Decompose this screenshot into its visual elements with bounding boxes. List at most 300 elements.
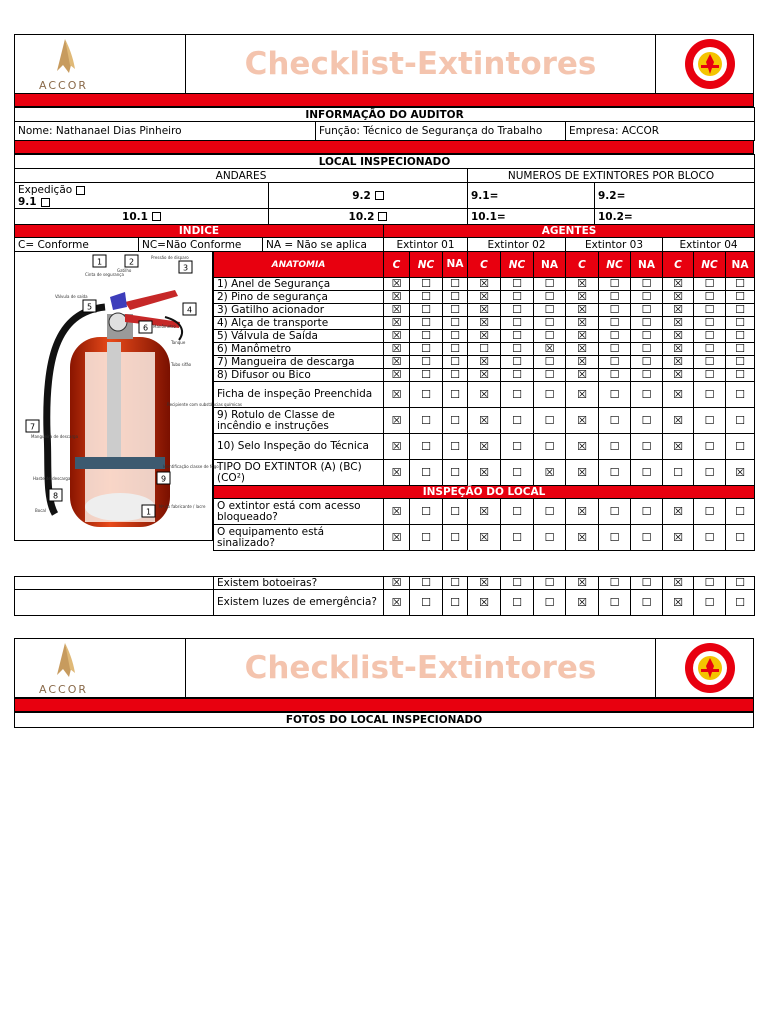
checkbox-ext4-nc[interactable]: ☐ xyxy=(694,291,726,304)
inspecao_local-label: O equipamento está sinalizado? xyxy=(214,525,384,551)
num-9-1[interactable]: 9.1= xyxy=(468,183,595,209)
checkbox-ext3-c[interactable]: ☒ xyxy=(566,369,599,382)
andar-9-2-label: 9.2 xyxy=(352,189,371,202)
checkbox-ext1-na[interactable]: ☐ xyxy=(443,317,468,330)
extra-table xyxy=(14,576,755,616)
checkbox-ext2-nc[interactable]: ☐ xyxy=(501,330,534,343)
andar-expedicao-cell xyxy=(15,183,269,209)
checkbox-ext2-na[interactable]: ☐ xyxy=(534,317,566,330)
anatomia-row xyxy=(214,317,755,330)
checkbox-ext3-c[interactable]: ☒ xyxy=(566,499,599,525)
checkbox-ext1-nc[interactable]: ☐ xyxy=(410,499,443,525)
checkbox-ext2-na[interactable]: ☐ xyxy=(534,577,566,590)
checkbox-ext3-nc[interactable]: ☐ xyxy=(599,577,631,590)
checkbox-ext1-nc[interactable]: ☐ xyxy=(410,382,443,408)
checkbox-ext4-c[interactable]: ☒ xyxy=(663,369,694,382)
checkbox-ext2-na[interactable]: ☐ xyxy=(534,356,566,369)
checkbox-ext4-nc[interactable]: ☐ xyxy=(694,590,726,616)
accor-brand: ACCOR xyxy=(39,79,88,92)
label-gatilho: Gatilho xyxy=(117,268,132,273)
extra-label: Existem botoeiras? xyxy=(214,577,384,590)
checkbox-ext3-na[interactable]: ☐ xyxy=(631,577,663,590)
checkbox-ext3-nc[interactable]: ☐ xyxy=(599,590,631,616)
checkbox-ext2-c[interactable]: ☒ xyxy=(468,356,501,369)
anatomia-row xyxy=(214,382,755,408)
checkbox-ext3-na[interactable]: ☐ xyxy=(631,343,663,356)
checkbox-ext1-na[interactable]: ☐ xyxy=(443,369,468,382)
checkbox-ext3-nc[interactable]: ☐ xyxy=(599,356,631,369)
checkbox-ext4-na[interactable]: ☐ xyxy=(726,590,755,616)
col-nc: NC xyxy=(410,252,443,278)
checkbox-ext2-nc[interactable]: ☐ xyxy=(501,434,534,460)
anatomia-label: Ficha de inspeção Preenchida xyxy=(214,382,384,408)
anatomia-row xyxy=(214,278,755,291)
anatomia-label: 1) Anel de Segurança xyxy=(214,278,384,291)
checkbox-ext1-c[interactable]: ☒ xyxy=(384,460,410,486)
checkbox-ext3-nc[interactable]: ☐ xyxy=(599,460,631,486)
checkbox-ext3-c[interactable]: ☒ xyxy=(566,343,599,356)
checkbox-ext3-nc[interactable]: ☐ xyxy=(599,369,631,382)
checkbox-ext3-c[interactable]: ☒ xyxy=(566,577,599,590)
callout-5: 5 xyxy=(86,302,93,312)
callout-9: 9 xyxy=(160,474,167,484)
auditor-funcao[interactable]: Função: Técnico de Segurança do Trabalho xyxy=(316,122,566,141)
checkbox-ext1-c[interactable]: ☒ xyxy=(384,499,410,525)
checkbox-ext2-nc[interactable]: ☐ xyxy=(501,278,534,291)
checkbox-ext4-c[interactable]: ☒ xyxy=(663,408,694,434)
checkbox-ext1-c[interactable]: ☒ xyxy=(384,278,410,291)
checkbox-ext4-nc[interactable]: ☐ xyxy=(694,343,726,356)
andar-10-1-cell xyxy=(15,209,269,225)
extintor-04-header: Extintor 04 xyxy=(663,238,755,252)
checkbox-ext1-nc[interactable]: ☐ xyxy=(410,369,443,382)
checkbox-ext4-nc[interactable]: ☐ xyxy=(694,577,726,590)
checkbox-ext2-na[interactable]: ☐ xyxy=(534,304,566,317)
anatomia-label: 8) Difusor ou Bico xyxy=(214,369,384,382)
anatomia-row xyxy=(214,460,755,486)
checkbox-ext3-c[interactable]: ☒ xyxy=(566,278,599,291)
checkbox-ext1-nc[interactable]: ☐ xyxy=(410,356,443,369)
anatomia-row xyxy=(214,356,755,369)
checkbox-ext3-na[interactable]: ☐ xyxy=(631,525,663,551)
checkbox-ext2-c[interactable]: ☒ xyxy=(468,499,501,525)
col-c: C xyxy=(663,252,694,278)
label-haste: Haste de descarga xyxy=(33,476,71,481)
auditor-nome[interactable]: Nome: Nathanael Dias Pinheiro xyxy=(15,122,316,141)
label-tubo: Tubo sifão xyxy=(171,362,192,367)
checkbox-ext3-na[interactable]: ☐ xyxy=(631,369,663,382)
checkbox-ext4-c[interactable]: ☒ xyxy=(663,304,694,317)
checkbox-ext2-nc[interactable]: ☐ xyxy=(501,460,534,486)
checkbox-ext2-c[interactable]: ☒ xyxy=(468,460,501,486)
anatomia-header-row xyxy=(214,252,755,278)
checkbox-ext1-nc[interactable]: ☐ xyxy=(410,291,443,304)
checkbox-ext1-nc[interactable]: ☐ xyxy=(410,408,443,434)
numeros-header: NUMEROS DE EXTINTORES POR BLOCO xyxy=(468,169,755,183)
checkbox-ext2-c[interactable]: ☒ xyxy=(468,434,501,460)
checkbox-ext4-nc[interactable]: ☐ xyxy=(694,369,726,382)
anatomia-label: 9) Rotulo de Classe de incêndio e instruções xyxy=(214,408,384,434)
accor-logo xyxy=(15,35,186,93)
checkbox-ext4-c[interactable]: ☒ xyxy=(663,590,694,616)
checkbox-ext3-na[interactable]: ☐ xyxy=(631,408,663,434)
checkbox-ext3-nc[interactable]: ☐ xyxy=(599,499,631,525)
checkbox-ext1-na[interactable]: ☐ xyxy=(443,291,468,304)
checkbox-ext2-na[interactable]: ☐ xyxy=(534,525,566,551)
checkbox-ext2-nc[interactable]: ☐ xyxy=(501,291,534,304)
checkbox-ext1-na[interactable]: ☐ xyxy=(443,434,468,460)
anatomia-row xyxy=(214,291,755,304)
checkbox-ext3-na[interactable]: ☐ xyxy=(631,356,663,369)
checkbox-ext3-nc[interactable]: ☐ xyxy=(599,330,631,343)
checkbox-ext2-na[interactable]: ☐ xyxy=(534,291,566,304)
checkbox-ext2-nc[interactable]: ☐ xyxy=(501,408,534,434)
extra-label: Existem luzes de emergência? xyxy=(214,590,384,616)
legend-c: C= Conforme xyxy=(15,238,139,252)
checkbox-ext3-na[interactable]: ☐ xyxy=(631,304,663,317)
checkbox-ext3-c[interactable]: ☒ xyxy=(566,317,599,330)
inspecao_local-row xyxy=(214,525,755,551)
checkbox-ext3-c[interactable]: ☒ xyxy=(566,590,599,616)
label-mangueira: Mangueira de descarga xyxy=(31,434,79,439)
callout-8: 8 xyxy=(52,491,59,501)
andar-9-2-cell xyxy=(269,183,468,209)
checkbox-ext4-na[interactable]: ☐ xyxy=(726,382,755,408)
andar-10-2-cell xyxy=(269,209,468,225)
legend-nc: NC=Não Conforme xyxy=(139,238,263,252)
local-table xyxy=(14,154,755,225)
checkbox-ext3-nc[interactable]: ☐ xyxy=(599,382,631,408)
inspecao-header-row xyxy=(214,486,755,499)
checkbox-ext1-na[interactable]: ☐ xyxy=(443,382,468,408)
callout-1: 1 xyxy=(96,257,103,267)
checkbox-ext4-nc[interactable]: ☐ xyxy=(694,460,726,486)
checkbox-ext4-nc[interactable]: ☐ xyxy=(694,330,726,343)
checkbox-ext1-c[interactable]: ☒ xyxy=(384,304,410,317)
checkbox-ext2-nc[interactable]: ☐ xyxy=(501,499,534,525)
checkbox-ext2-nc[interactable]: ☐ xyxy=(501,369,534,382)
checkbox-ext4-na[interactable]: ☒ xyxy=(726,460,755,486)
indice-header: INDICE xyxy=(15,225,384,238)
checkbox-ext4-na[interactable]: ☐ xyxy=(726,317,755,330)
label-bocal: Bocal xyxy=(35,508,46,513)
checkbox-ext1-na[interactable]: ☐ xyxy=(443,278,468,291)
auditor-title: INFORMAÇÃO DO AUDITOR xyxy=(15,108,755,122)
checkbox-ext3-c[interactable]: ☒ xyxy=(566,304,599,317)
checkbox-ext4-nc[interactable]: ☐ xyxy=(694,499,726,525)
checkbox-ext3-nc[interactable]: ☐ xyxy=(599,343,631,356)
checkbox-ext2-c[interactable]: ☒ xyxy=(468,382,501,408)
checkbox-ext2-nc[interactable]: ☐ xyxy=(501,317,534,330)
checkbox-ext1-c[interactable]: ☒ xyxy=(384,590,410,616)
checkbox-ext4-c[interactable]: ☒ xyxy=(663,499,694,525)
checkbox-ext4-c[interactable]: ☒ xyxy=(663,291,694,304)
checkbox-ext1-c[interactable]: ☒ xyxy=(384,525,410,551)
label-manometro: Manômetro xyxy=(153,324,176,329)
checkbox-ext2-na[interactable]: ☐ xyxy=(534,590,566,616)
checkbox-ext1-na[interactable]: ☐ xyxy=(443,525,468,551)
checkbox-ext4-na[interactable]: ☐ xyxy=(726,330,755,343)
checkbox-ext2-c[interactable]: ☒ xyxy=(468,291,501,304)
anatomia-row xyxy=(214,369,755,382)
andar-9-1-label: 9.1 xyxy=(18,196,37,208)
checkbox-ext1-na[interactable]: ☐ xyxy=(443,343,468,356)
anatomia-label: 3) Gatilho acionador xyxy=(214,304,384,317)
anatomia-row xyxy=(214,304,755,317)
checkbox-ext2-na[interactable]: ☐ xyxy=(534,434,566,460)
inspecao_local-label: O extintor está com acesso bloqueado? xyxy=(214,499,384,525)
checkbox-ext1-nc[interactable]: ☐ xyxy=(410,330,443,343)
checkbox-ext1-na[interactable]: ☐ xyxy=(443,408,468,434)
checkbox-ext3-na[interactable]: ☐ xyxy=(631,291,663,304)
expedicao-label: Expedição xyxy=(18,184,73,196)
checkbox-ext4-na[interactable]: ☐ xyxy=(726,408,755,434)
red-divider xyxy=(14,698,754,712)
callout-3: 3 xyxy=(182,263,189,273)
anatomia-row xyxy=(214,434,755,460)
col-nc: NC xyxy=(501,252,534,278)
num-10-1[interactable]: 10.1= xyxy=(468,209,595,225)
checkbox-ext1-c[interactable]: ☒ xyxy=(384,291,410,304)
checkbox-ext2-c[interactable]: ☒ xyxy=(468,304,501,317)
checkbox-ext2-c[interactable]: ☒ xyxy=(468,408,501,434)
checkbox-ext3-na[interactable]: ☐ xyxy=(631,434,663,460)
checkbox-ext4-na[interactable]: ☐ xyxy=(726,369,755,382)
checkbox-ext4-na[interactable]: ☐ xyxy=(726,304,755,317)
checkbox-ext2-na[interactable]: ☐ xyxy=(534,369,566,382)
checkbox-ext2-nc[interactable]: ☐ xyxy=(501,590,534,616)
label-identificacao: Identificação classe de fogo xyxy=(163,464,219,469)
accor-logo xyxy=(15,639,186,697)
checkbox-ext2-na[interactable]: ☐ xyxy=(534,382,566,408)
checkbox-ext4-c[interactable]: ☒ xyxy=(663,577,694,590)
auditor-empresa[interactable]: Empresa: ACCOR xyxy=(566,122,755,141)
legend-table xyxy=(14,224,755,252)
checkbox-ext1-na[interactable]: ☐ xyxy=(443,304,468,317)
checkbox-ext3-c[interactable]: ☒ xyxy=(566,382,599,408)
checkbox-ext1-na[interactable]: ☐ xyxy=(443,330,468,343)
checkbox-ext4-nc[interactable]: ☐ xyxy=(694,304,726,317)
fire-extinguisher-icon xyxy=(15,252,242,542)
checkbox-ext3-nc[interactable]: ☐ xyxy=(599,408,631,434)
checkbox-ext4-na[interactable]: ☐ xyxy=(726,434,755,460)
checkbox-ext3-na[interactable]: ☐ xyxy=(631,460,663,486)
checkbox-ext2-c[interactable]: ☐ xyxy=(468,343,501,356)
checkbox-ext3-c[interactable]: ☒ xyxy=(566,330,599,343)
brigada-badge-icon xyxy=(656,35,754,93)
extra-row xyxy=(15,590,755,616)
checkbox-ext4-nc[interactable]: ☐ xyxy=(694,317,726,330)
extinguisher-diagram xyxy=(14,251,242,541)
checkbox-ext1-nc[interactable]: ☐ xyxy=(410,434,443,460)
checkbox-ext3-c[interactable]: ☒ xyxy=(566,356,599,369)
checkbox-ext4-c[interactable]: ☒ xyxy=(663,525,694,551)
checkbox-ext4-na[interactable]: ☐ xyxy=(726,343,755,356)
callout-2: 2 xyxy=(128,257,135,267)
checkbox-ext3-c[interactable]: ☒ xyxy=(566,291,599,304)
col-na: NA xyxy=(443,252,468,278)
checkbox-ext4-nc[interactable]: ☐ xyxy=(694,408,726,434)
checkbox-ext3-nc[interactable]: ☐ xyxy=(599,525,631,551)
checkbox-ext1-c[interactable]: ☒ xyxy=(384,343,410,356)
checkbox-ext1-c[interactable]: ☒ xyxy=(384,577,410,590)
photos-title: FOTOS DO LOCAL INSPECIONADO xyxy=(14,712,754,728)
checkbox-ext3-na[interactable]: ☐ xyxy=(631,330,663,343)
checkbox-ext2-na[interactable]: ☐ xyxy=(534,499,566,525)
checkbox-ext4-nc[interactable]: ☐ xyxy=(694,382,726,408)
checkbox-ext1-nc[interactable]: ☐ xyxy=(410,317,443,330)
page-title: Checklist-Extintores xyxy=(244,46,597,82)
checkbox-ext3-na[interactable]: ☐ xyxy=(631,317,663,330)
checkbox-ext3-c[interactable]: ☒ xyxy=(566,434,599,460)
checkbox-ext3-c[interactable]: ☒ xyxy=(566,460,599,486)
checkbox-ext3-na[interactable]: ☐ xyxy=(631,382,663,408)
checkbox-ext2-nc[interactable]: ☐ xyxy=(501,304,534,317)
checkbox-ext1-na[interactable]: ☐ xyxy=(443,577,468,590)
checkbox-ext1-nc[interactable]: ☐ xyxy=(410,590,443,616)
checkbox-ext2-c[interactable]: ☒ xyxy=(468,577,501,590)
red-divider xyxy=(14,140,754,154)
label-valvula: Válvula de saída xyxy=(55,294,88,299)
extintor-02-header: Extintor 02 xyxy=(468,238,566,252)
anatomia-label: 7) Mangueira de descarga xyxy=(214,356,384,369)
header xyxy=(14,34,754,94)
checkbox-ext1-c[interactable]: ☒ xyxy=(384,369,410,382)
anatomia-row xyxy=(214,330,755,343)
andar-9-1-checkbox[interactable] xyxy=(41,198,50,207)
checkbox-ext4-c[interactable]: ☒ xyxy=(663,434,694,460)
checkbox-ext1-na[interactable]: ☐ xyxy=(443,590,468,616)
label-recipiente: Recipiente com substâncias químicas xyxy=(167,402,242,407)
expedicao-checkbox[interactable] xyxy=(76,186,85,195)
anatomia-label: 6) Manômetro xyxy=(214,343,384,356)
checkbox-ext3-nc[interactable]: ☐ xyxy=(599,278,631,291)
checkbox-ext4-na[interactable]: ☐ xyxy=(726,577,755,590)
andar-10-1-checkbox[interactable] xyxy=(152,212,161,221)
callout-7: 7 xyxy=(29,422,36,432)
checkbox-ext1-nc[interactable]: ☐ xyxy=(410,577,443,590)
extintor-03-header: Extintor 03 xyxy=(566,238,663,252)
checkbox-ext3-nc[interactable]: ☐ xyxy=(599,434,631,460)
andar-10-2-checkbox[interactable] xyxy=(378,212,387,221)
checkbox-ext4-c[interactable]: ☒ xyxy=(663,278,694,291)
red-divider xyxy=(14,93,754,107)
checkbox-ext4-na[interactable]: ☐ xyxy=(726,291,755,304)
checkbox-ext1-na[interactable]: ☐ xyxy=(443,356,468,369)
checkbox-ext2-nc[interactable]: ☐ xyxy=(501,356,534,369)
checkbox-ext1-nc[interactable]: ☐ xyxy=(410,525,443,551)
checkbox-ext2-na[interactable]: ☒ xyxy=(534,343,566,356)
checkbox-ext4-c[interactable]: ☒ xyxy=(663,317,694,330)
checkbox-ext4-nc[interactable]: ☐ xyxy=(694,525,726,551)
checkbox-ext4-na[interactable]: ☐ xyxy=(726,356,755,369)
checkbox-ext2-na[interactable]: ☒ xyxy=(534,460,566,486)
andares-header: ANDARES xyxy=(15,169,468,183)
label-tanque: Tanque xyxy=(171,340,186,345)
checkbox-ext3-na[interactable]: ☐ xyxy=(631,499,663,525)
checkbox-ext1-c[interactable]: ☒ xyxy=(384,434,410,460)
checkbox-ext4-c[interactable]: ☒ xyxy=(663,343,694,356)
checkbox-ext4-na[interactable]: ☐ xyxy=(726,525,755,551)
checkbox-ext1-c[interactable]: ☒ xyxy=(384,408,410,434)
checkbox-ext2-c[interactable]: ☒ xyxy=(468,369,501,382)
checkbox-ext4-c[interactable]: ☒ xyxy=(663,356,694,369)
checkbox-ext1-c[interactable]: ☒ xyxy=(384,356,410,369)
checkbox-ext1-c[interactable]: ☒ xyxy=(384,317,410,330)
checkbox-ext2-nc[interactable]: ☐ xyxy=(501,343,534,356)
checkbox-ext2-na[interactable]: ☐ xyxy=(534,330,566,343)
anatomia-label: 2) Pino de segurança xyxy=(214,291,384,304)
checkbox-ext3-nc[interactable]: ☐ xyxy=(599,291,631,304)
checkbox-ext1-nc[interactable]: ☐ xyxy=(410,278,443,291)
num-10-2[interactable]: 10.2= xyxy=(595,209,755,225)
col-na: NA xyxy=(631,252,663,278)
checkbox-ext2-c[interactable]: ☒ xyxy=(468,317,501,330)
checkbox-ext4-na[interactable]: ☐ xyxy=(726,499,755,525)
checkbox-ext3-c[interactable]: ☒ xyxy=(566,525,599,551)
checkbox-ext4-nc[interactable]: ☐ xyxy=(694,356,726,369)
inspecao_local-row xyxy=(214,499,755,525)
checkbox-ext2-nc[interactable]: ☐ xyxy=(501,525,534,551)
andar-9-2-checkbox[interactable] xyxy=(375,191,384,200)
checkbox-ext1-c[interactable]: ☒ xyxy=(384,330,410,343)
checkbox-ext2-c[interactable]: ☒ xyxy=(468,330,501,343)
checkbox-ext4-nc[interactable]: ☐ xyxy=(694,434,726,460)
checkbox-ext3-c[interactable]: ☒ xyxy=(566,408,599,434)
andar-10-2-label: 10.2 xyxy=(348,210,375,223)
anatomia-row xyxy=(214,343,755,356)
checkbox-ext3-na[interactable]: ☐ xyxy=(631,278,663,291)
checkbox-ext3-nc[interactable]: ☐ xyxy=(599,304,631,317)
checkbox-ext1-c[interactable]: ☒ xyxy=(384,382,410,408)
checkbox-ext2-c[interactable]: ☒ xyxy=(468,278,501,291)
checkbox-ext4-c[interactable]: ☐ xyxy=(663,460,694,486)
anatomia-header: ANATOMIA xyxy=(214,252,384,278)
checkbox-ext4-c[interactable]: ☒ xyxy=(663,382,694,408)
checkbox-ext1-na[interactable]: ☐ xyxy=(443,499,468,525)
local-title: LOCAL INSPECIONADO xyxy=(15,155,755,169)
checkbox-ext1-nc[interactable]: ☐ xyxy=(410,304,443,317)
checkbox-ext4-nc[interactable]: ☐ xyxy=(694,278,726,291)
checkbox-ext2-nc[interactable]: ☐ xyxy=(501,382,534,408)
checkbox-ext1-nc[interactable]: ☐ xyxy=(410,460,443,486)
extra-row xyxy=(15,577,755,590)
blank-cell xyxy=(15,577,214,590)
extintor-01-header: Extintor 01 xyxy=(384,238,468,252)
checkbox-ext2-na[interactable]: ☐ xyxy=(534,408,566,434)
callout-1b: 1 xyxy=(145,507,152,517)
checkbox-ext2-c[interactable]: ☒ xyxy=(468,525,501,551)
checkbox-ext2-nc[interactable]: ☐ xyxy=(501,577,534,590)
checkbox-ext2-na[interactable]: ☐ xyxy=(534,278,566,291)
checkbox-ext3-na[interactable]: ☐ xyxy=(631,590,663,616)
label-fabricante: Nº do fabricante / lacre xyxy=(159,504,206,509)
anatomia-row xyxy=(214,408,755,434)
anatomia-label: 10) Selo Inspeção do Técnica xyxy=(214,434,384,460)
checkbox-ext1-na[interactable]: ☐ xyxy=(443,460,468,486)
checkbox-ext4-c[interactable]: ☒ xyxy=(663,330,694,343)
callout-6: 6 xyxy=(142,323,149,333)
checkbox-ext4-na[interactable]: ☐ xyxy=(726,278,755,291)
col-nc: NC xyxy=(694,252,726,278)
checkbox-ext2-c[interactable]: ☒ xyxy=(468,590,501,616)
checkbox-ext1-nc[interactable]: ☐ xyxy=(410,343,443,356)
anatomia-label: 4) Alça de transporte xyxy=(214,317,384,330)
checkbox-ext3-nc[interactable]: ☐ xyxy=(599,317,631,330)
num-9-2[interactable]: 9.2= xyxy=(595,183,755,209)
anatomia-label: 5) Válvula de Saída xyxy=(214,330,384,343)
accor-brand: ACCOR xyxy=(39,683,88,696)
